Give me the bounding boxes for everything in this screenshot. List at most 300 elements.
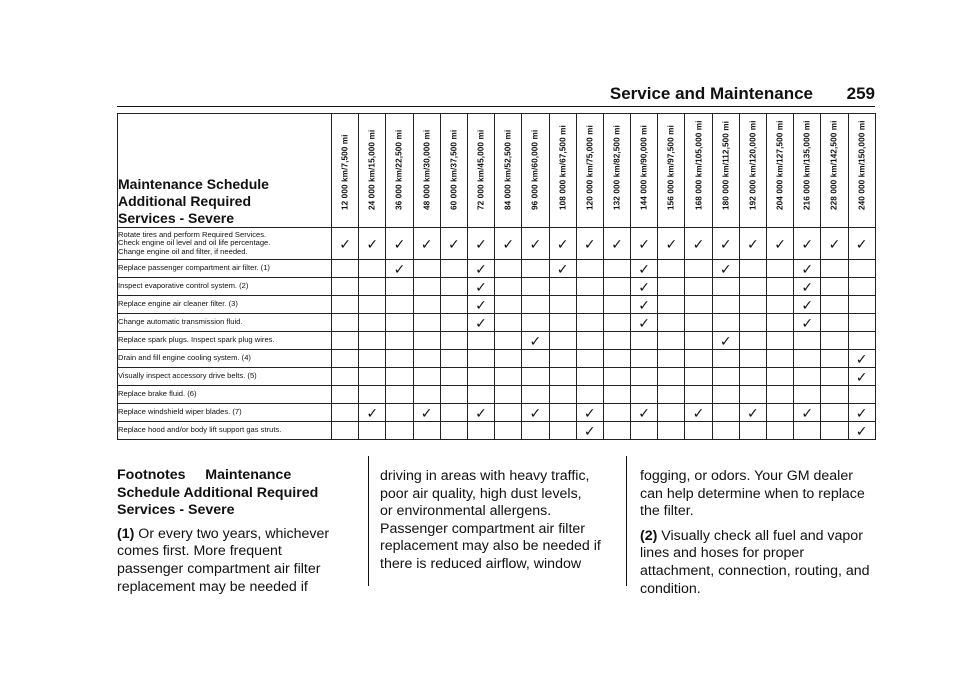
- check-mark-icon: ✓: [529, 235, 542, 252]
- empty-cell: [603, 404, 630, 422]
- empty-cell: [576, 332, 603, 350]
- empty-cell: [821, 260, 848, 278]
- check-mark-icon: ✓: [447, 235, 460, 252]
- check-mark-cell: [467, 228, 494, 260]
- schedule-row: [118, 296, 876, 314]
- empty-cell: [522, 314, 549, 332]
- check-mark-icon: ✓: [638, 296, 651, 313]
- check-mark-icon: ✓: [475, 260, 487, 277]
- check-mark-icon: ✓: [339, 235, 351, 252]
- empty-cell: [522, 260, 549, 278]
- check-mark-icon: ✓: [638, 404, 651, 421]
- service-task-line: Replace brake fluid. (6): [118, 389, 197, 399]
- interval-label: 216 000 km/135,000 mi: [802, 120, 812, 210]
- check-mark-icon: ✓: [611, 235, 623, 252]
- empty-cell: [658, 332, 685, 350]
- service-task-line: Replace spark plugs. Inspect spark plug wires.: [118, 335, 275, 345]
- check-mark-cell: [631, 278, 658, 296]
- service-task-line: Replace passenger compartment air filter. (1): [118, 263, 270, 273]
- check-mark-cell: [631, 404, 658, 422]
- check-mark-icon: ✓: [366, 404, 379, 421]
- footnote-text-line: attachment, connection, routing, and: [640, 562, 870, 579]
- empty-cell: [413, 332, 440, 350]
- empty-cell: [522, 386, 549, 404]
- check-mark-cell: [739, 228, 766, 260]
- footnote-1-end: [640, 468, 880, 521]
- footnote-text-line: Passenger compartment air filter: [380, 520, 586, 537]
- check-mark-icon: ✓: [583, 404, 596, 421]
- empty-cell: [467, 386, 494, 404]
- empty-cell: [359, 368, 386, 386]
- service-task: [118, 260, 332, 278]
- check-mark-icon: ✓: [475, 296, 487, 313]
- schedule-row: [118, 404, 876, 422]
- empty-cell: [549, 278, 576, 296]
- footnote-text-line: the filter.: [640, 503, 694, 520]
- interval-header: [467, 114, 494, 228]
- interval-header: [359, 114, 386, 228]
- page-header: [117, 84, 875, 106]
- check-mark-icon: ✓: [855, 235, 868, 252]
- check-mark-icon: ✓: [583, 422, 596, 439]
- empty-cell: [603, 368, 630, 386]
- check-mark-icon: ✓: [393, 235, 406, 252]
- interval-header: [549, 114, 576, 228]
- check-mark-icon: ✓: [719, 235, 732, 252]
- empty-cell: [386, 350, 413, 368]
- empty-cell: [467, 350, 494, 368]
- page-number: 259: [846, 84, 875, 103]
- empty-cell: [658, 350, 685, 368]
- check-mark-cell: [794, 314, 821, 332]
- empty-cell: [549, 422, 576, 440]
- interval-label: 168 000 km/105,000 mi: [694, 120, 704, 210]
- check-mark-icon: ✓: [638, 235, 651, 252]
- footnote-text-line: passenger compartment air filter: [117, 560, 321, 577]
- service-task-line: Replace engine air cleaner filter. (3): [118, 299, 238, 309]
- empty-cell: [685, 350, 712, 368]
- empty-cell: [848, 386, 875, 404]
- empty-cell: [739, 278, 766, 296]
- empty-cell: [739, 350, 766, 368]
- footnote-number: (1): [117, 525, 135, 542]
- empty-cell: [440, 404, 467, 422]
- empty-cell: [495, 350, 522, 368]
- footnotes-heading: [117, 467, 347, 520]
- check-mark-cell: [467, 314, 494, 332]
- empty-cell: [522, 296, 549, 314]
- empty-cell: [767, 296, 794, 314]
- check-mark-cell: [467, 296, 494, 314]
- check-mark-cell: [848, 404, 875, 422]
- empty-cell: [685, 296, 712, 314]
- check-mark-icon: ✓: [529, 404, 542, 421]
- empty-cell: [549, 296, 576, 314]
- empty-cell: [794, 332, 821, 350]
- empty-cell: [848, 314, 875, 332]
- empty-cell: [467, 332, 494, 350]
- interval-label: 228 000 km/142,500 mi: [829, 120, 839, 210]
- footnote-1-continued: [380, 468, 620, 574]
- check-mark-icon: ✓: [801, 404, 814, 421]
- empty-cell: [767, 422, 794, 440]
- footnote-text-line: replacement may be needed if: [117, 578, 308, 595]
- check-mark-cell: [576, 228, 603, 260]
- empty-cell: [440, 278, 467, 296]
- check-mark-icon: ✓: [801, 260, 814, 277]
- check-mark-cell: [467, 260, 494, 278]
- empty-cell: [413, 260, 440, 278]
- interval-header: [848, 114, 875, 228]
- check-mark-cell: [658, 228, 685, 260]
- interval-header: [658, 114, 685, 228]
- empty-cell: [739, 368, 766, 386]
- empty-cell: [386, 278, 413, 296]
- empty-cell: [332, 260, 359, 278]
- empty-cell: [767, 404, 794, 422]
- empty-cell: [712, 404, 739, 422]
- service-task: [118, 368, 332, 386]
- empty-cell: [576, 260, 603, 278]
- check-mark-icon: ✓: [692, 235, 705, 252]
- empty-cell: [739, 314, 766, 332]
- check-mark-cell: [413, 228, 440, 260]
- empty-cell: [359, 386, 386, 404]
- check-mark-icon: ✓: [475, 278, 487, 295]
- service-task: [118, 314, 332, 332]
- schedule-row: [118, 422, 876, 440]
- empty-cell: [386, 368, 413, 386]
- service-task: [118, 404, 332, 422]
- check-mark-cell: [794, 404, 821, 422]
- schedule-title-line: Maintenance Schedule: [118, 176, 269, 192]
- schedule-row: [118, 228, 876, 260]
- empty-cell: [685, 386, 712, 404]
- interval-label: 180 000 km/112,500 mi: [721, 120, 731, 210]
- empty-cell: [413, 422, 440, 440]
- footnotes-heading-line: Schedule Additional Required: [117, 484, 319, 501]
- empty-cell: [848, 296, 875, 314]
- empty-cell: [467, 422, 494, 440]
- empty-cell: [549, 404, 576, 422]
- empty-cell: [549, 314, 576, 332]
- empty-cell: [467, 368, 494, 386]
- check-mark-cell: [631, 260, 658, 278]
- check-mark-cell: [549, 228, 576, 260]
- interval-label: 132 000 km/82,500 mi: [612, 125, 622, 210]
- empty-cell: [413, 278, 440, 296]
- interval-header: [440, 114, 467, 228]
- empty-cell: [821, 386, 848, 404]
- check-mark-icon: ✓: [638, 314, 651, 331]
- footnotes-column-2: [380, 468, 620, 574]
- interval-header: [332, 114, 359, 228]
- empty-cell: [739, 386, 766, 404]
- empty-cell: [576, 350, 603, 368]
- footnote-text-line: fogging, or odors. Your GM dealer: [640, 468, 853, 484]
- empty-cell: [440, 368, 467, 386]
- empty-cell: [767, 332, 794, 350]
- interval-header: [794, 114, 821, 228]
- empty-cell: [332, 296, 359, 314]
- empty-cell: [549, 368, 576, 386]
- footnote-text-line: replacement may also be needed if: [380, 538, 601, 555]
- check-mark-cell: [631, 296, 658, 314]
- service-task: [118, 228, 332, 260]
- empty-cell: [821, 350, 848, 368]
- check-mark-cell: [848, 350, 875, 368]
- empty-cell: [821, 368, 848, 386]
- empty-cell: [739, 296, 766, 314]
- check-mark-icon: ✓: [719, 332, 732, 349]
- section-title: Service and Maintenance: [609, 84, 813, 103]
- empty-cell: [658, 314, 685, 332]
- empty-cell: [495, 314, 522, 332]
- schedule-header-row: [118, 114, 876, 228]
- empty-cell: [821, 278, 848, 296]
- check-mark-cell: [631, 314, 658, 332]
- interval-label: 96 000 km/60,000 mi: [530, 129, 540, 210]
- check-mark-icon: ✓: [529, 332, 542, 349]
- footnote-text-line: condition.: [640, 580, 701, 597]
- empty-cell: [440, 314, 467, 332]
- schedule-row: [118, 332, 876, 350]
- empty-cell: [413, 296, 440, 314]
- schedule-row: [118, 278, 876, 296]
- check-mark-cell: [359, 404, 386, 422]
- empty-cell: [848, 260, 875, 278]
- check-mark-icon: ✓: [502, 235, 515, 252]
- empty-cell: [576, 386, 603, 404]
- check-mark-cell: [332, 228, 359, 260]
- interval-label: 156 000 km/97,500 mi: [666, 125, 676, 210]
- check-mark-icon: ✓: [556, 235, 569, 252]
- footnote-text-line: Or every two years, whichever: [134, 525, 330, 542]
- empty-cell: [821, 314, 848, 332]
- empty-cell: [359, 332, 386, 350]
- interval-label: 144 000 km/90,000 mi: [639, 125, 649, 210]
- check-mark-icon: ✓: [638, 260, 651, 277]
- empty-cell: [658, 278, 685, 296]
- footnote-text-line: Visually check all fuel and vapor: [657, 527, 863, 544]
- footnotes-heading-line: Services - Severe: [117, 502, 235, 519]
- empty-cell: [848, 332, 875, 350]
- empty-cell: [848, 278, 875, 296]
- check-mark-icon: ✓: [801, 235, 814, 252]
- schedule-row: [118, 260, 876, 278]
- check-mark-cell: [359, 228, 386, 260]
- check-mark-icon: ✓: [475, 314, 487, 331]
- empty-cell: [767, 386, 794, 404]
- check-mark-icon: ✓: [801, 278, 814, 295]
- check-mark-icon: ✓: [692, 404, 705, 421]
- check-mark-cell: [767, 228, 794, 260]
- empty-cell: [332, 386, 359, 404]
- empty-cell: [767, 260, 794, 278]
- empty-cell: [712, 278, 739, 296]
- empty-cell: [332, 404, 359, 422]
- empty-cell: [603, 386, 630, 404]
- empty-cell: [631, 386, 658, 404]
- empty-cell: [794, 350, 821, 368]
- empty-cell: [685, 332, 712, 350]
- check-mark-icon: ✓: [393, 260, 406, 277]
- empty-cell: [576, 296, 603, 314]
- check-mark-cell: [603, 228, 630, 260]
- check-mark-cell: [685, 228, 712, 260]
- column-divider: [368, 456, 369, 586]
- check-mark-icon: ✓: [475, 404, 487, 421]
- empty-cell: [712, 386, 739, 404]
- service-task: [118, 278, 332, 296]
- empty-cell: [821, 404, 848, 422]
- check-mark-cell: [848, 368, 875, 386]
- check-mark-icon: ✓: [747, 404, 759, 421]
- empty-cell: [386, 332, 413, 350]
- interval-label: 24 000 km/15,000 mi: [367, 129, 377, 210]
- empty-cell: [495, 404, 522, 422]
- empty-cell: [332, 368, 359, 386]
- check-mark-cell: [685, 404, 712, 422]
- empty-cell: [440, 296, 467, 314]
- check-mark-icon: ✓: [855, 404, 868, 421]
- empty-cell: [440, 332, 467, 350]
- empty-cell: [386, 296, 413, 314]
- footnotes-column-3: [640, 468, 880, 598]
- empty-cell: [440, 260, 467, 278]
- empty-cell: [495, 386, 522, 404]
- interval-label: 120 000 km/75,000 mi: [585, 125, 595, 210]
- empty-cell: [549, 386, 576, 404]
- schedule-row: [118, 314, 876, 332]
- empty-cell: [576, 314, 603, 332]
- empty-cell: [658, 368, 685, 386]
- empty-cell: [821, 296, 848, 314]
- empty-cell: [576, 278, 603, 296]
- empty-cell: [631, 350, 658, 368]
- service-task: [118, 386, 332, 404]
- service-task-line: Visually inspect accessory drive belts. (5): [118, 371, 257, 381]
- empty-cell: [658, 422, 685, 440]
- header-rule: [117, 106, 875, 107]
- interval-label: 36 000 km/22,500 mi: [394, 129, 404, 210]
- empty-cell: [767, 368, 794, 386]
- interval-header: [413, 114, 440, 228]
- check-mark-icon: ✓: [828, 235, 841, 252]
- interval-label: 60 000 km/37,500 mi: [449, 129, 459, 210]
- service-task: [118, 296, 332, 314]
- check-mark-cell: [576, 422, 603, 440]
- empty-cell: [386, 314, 413, 332]
- interval-header: [631, 114, 658, 228]
- empty-cell: [603, 332, 630, 350]
- check-mark-icon: ✓: [420, 404, 433, 421]
- check-mark-cell: [576, 404, 603, 422]
- empty-cell: [603, 314, 630, 332]
- empty-cell: [359, 422, 386, 440]
- interval-label: 84 000 km/52,500 mi: [503, 129, 513, 210]
- interval-label: 108 000 km/67,500 mi: [558, 125, 568, 210]
- empty-cell: [794, 386, 821, 404]
- service-task: [118, 422, 332, 440]
- service-task-line: Replace windshield wiper blades. (7): [118, 407, 242, 417]
- schedule-title-line: Additional Required: [118, 193, 251, 209]
- footnote-text-line: driving in areas with heavy traffic,: [380, 468, 590, 484]
- empty-cell: [712, 350, 739, 368]
- empty-cell: [712, 296, 739, 314]
- empty-cell: [495, 296, 522, 314]
- empty-cell: [359, 350, 386, 368]
- empty-cell: [603, 350, 630, 368]
- empty-cell: [739, 422, 766, 440]
- check-mark-cell: [794, 278, 821, 296]
- empty-cell: [631, 332, 658, 350]
- check-mark-cell: [467, 404, 494, 422]
- check-mark-cell: [386, 228, 413, 260]
- check-mark-cell: [549, 260, 576, 278]
- empty-cell: [440, 350, 467, 368]
- check-mark-icon: ✓: [855, 350, 868, 367]
- interval-label: 48 000 km/30,000 mi: [422, 129, 432, 210]
- empty-cell: [332, 314, 359, 332]
- schedule-row: [118, 386, 876, 404]
- empty-cell: [603, 422, 630, 440]
- empty-cell: [603, 296, 630, 314]
- check-mark-cell: [522, 404, 549, 422]
- empty-cell: [794, 368, 821, 386]
- check-mark-icon: ✓: [747, 235, 759, 252]
- empty-cell: [522, 350, 549, 368]
- interval-header: [712, 114, 739, 228]
- empty-cell: [685, 422, 712, 440]
- footnote-2: [640, 528, 880, 598]
- schedule-title: [118, 114, 332, 228]
- service-task-line: Drain and fill engine cooling system. (4): [118, 353, 251, 363]
- check-mark-cell: [712, 228, 739, 260]
- empty-cell: [495, 332, 522, 350]
- schedule-title-line: Services - Severe: [118, 210, 234, 226]
- footnotes-column-1: [117, 467, 347, 596]
- empty-cell: [658, 404, 685, 422]
- empty-cell: [495, 368, 522, 386]
- check-mark-cell: [522, 228, 549, 260]
- footnote-1: [117, 526, 347, 596]
- check-mark-cell: [631, 228, 658, 260]
- empty-cell: [359, 296, 386, 314]
- empty-cell: [522, 422, 549, 440]
- empty-cell: [386, 386, 413, 404]
- check-mark-cell: [440, 228, 467, 260]
- check-mark-icon: ✓: [583, 235, 596, 252]
- footnote-text-line: comes first. More frequent: [117, 543, 282, 560]
- interval-header: [603, 114, 630, 228]
- column-divider: [626, 456, 627, 586]
- service-task: [118, 332, 332, 350]
- empty-cell: [685, 278, 712, 296]
- empty-cell: [767, 350, 794, 368]
- footnote-text-line: can help determine when to replace: [640, 485, 865, 502]
- footnote-text-line: poor air quality, high dust levels,: [380, 485, 582, 502]
- check-mark-cell: [739, 404, 766, 422]
- check-mark-icon: ✓: [420, 235, 433, 252]
- empty-cell: [549, 332, 576, 350]
- service-task: [118, 350, 332, 368]
- service-task-line: Inspect evaporative control system. (2): [118, 281, 249, 291]
- service-task-line: Change engine oil and filter, if needed.: [118, 246, 248, 256]
- empty-cell: [685, 368, 712, 386]
- check-mark-cell: [712, 332, 739, 350]
- empty-cell: [359, 260, 386, 278]
